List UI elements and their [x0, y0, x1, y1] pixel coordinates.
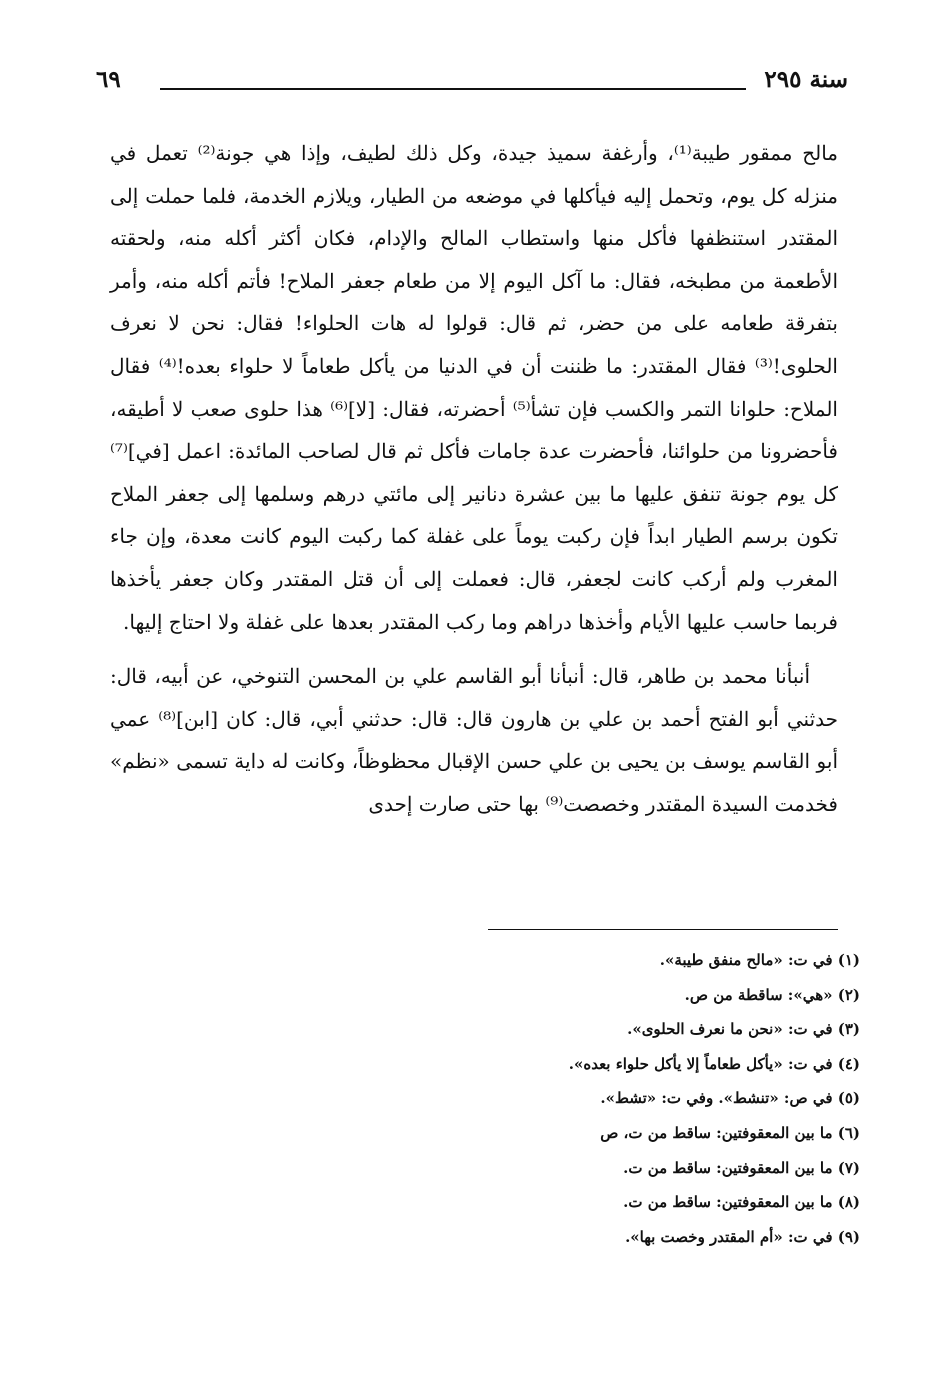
footnote-7: (٧) ما بين المعقوفتين: ساقط من ت. [623, 1158, 860, 1177]
footnote-6: (٦) ما بين المعقوفتين: ساقط من ت، ص [600, 1123, 860, 1142]
page-number: ٦٩ [96, 66, 121, 93]
footnote-4: (٤) في ت: «يأكل طعاماً إلا يأكل حلواء بعده». [568, 1054, 860, 1073]
paragraph-1: مالح ممقور طيبة⁽¹⁾، وأرغفة سميذ جيدة، وكل ذلك لطيف، وإذا هي جونة⁽²⁾ تعمل في منزله كل يوم، وتحمل إليه فيأكلها في موضعه من الطيار، ويلازم الخدمة، فلما حملت إلى المقتدر استنظفها فأكل منها واستطاب المالح والإدام، فكان أكثر أكله منه، ولحقته الأطعمة من مطبخه، فقال: ما آكل اليوم إلا من طعام جعفر الملاح! فأتم أكله منه، وأمر بتفرقة طعامه على من حضر، ثم قال: قولوا له هات الحلواء! فقال: نحن لا نعرف الحلوى!⁽³⁾ فقال المقتدر: ما ظننت أن في الدنيا من يأكل طعاماً لا حلواء بعده!⁽⁴⁾ فقال الملاح: حلوانا التمر والكسب فإن تشأ⁽⁵⁾ أحضرته، فقال: [لا]⁽⁶⁾ هذا حلوى صعب لا أطيقه، فأحضرونا من حلوائنا، فأحضرت عدة جامات فأكل ثم قال لصاحب المائدة: اعمل [في]⁽⁷⁾ كل يوم جونة تنفق عليها ما بين عشرة دنانير إلى مائتي درهم وسلمها إلى جعفر الملاح تكون برسم الطيار ابداً فإن ركبت يوماً على غفلة كما ركبت اليوم كانت معدة، وإن جاء المغرب ولم أركب كانت لجعفر، قال: فعملت إلى أن قتل المقتدر وكان جعفر يأخذها فربما حاسب عليها الأيام وأخذها دراهم وما ركب المقتدر بعدها على غفلة ولا احتاج إليها. [110, 141, 839, 634]
header-rule [160, 88, 746, 90]
footnote-9: (٩) في ت: «أم المقتدر وخصت بها». [625, 1227, 860, 1246]
footnote-1: (١) في ت: «مالح منفق طيبة». [659, 951, 860, 969]
footnote-3: (٣) في ت: «نحن ما نعرف الحلوى». [627, 1020, 860, 1039]
running-header [96, 60, 848, 100]
footnotes [480, 943, 860, 1254]
footnote-8: (٨) ما بين المعقوفتين: ساقط من ت. [623, 1193, 860, 1212]
footnote-rule [488, 929, 838, 930]
footnote-2: (٢) «هي»: ساقطة من ص. [684, 985, 860, 1004]
main-text [110, 132, 838, 826]
footnote-5: (٥) في ص: «تنشط». وفي ت: «تشط». [600, 1089, 860, 1108]
paragraph-2: أنبأنا محمد بن طاهر، قال: أنبأنا أبو القاسم علي بن المحسن التنوخي، عن أبيه، قال: حدثني أبو الفتح أحمد بن علي بن هارون قال: قال: حدثني أبي، قال: كان [ابن]⁽⁸⁾ عمي أبو القاسم يوسف بن يحيى بن علي حسن الإقبال محظوظاً، وكانت له داية تسمى «نظم» فخدمت السيدة المقتدر وخصصت⁽⁹⁾ بها حتى صارت إحدى [110, 664, 838, 816]
header-year: سنة ٢٩٥ [764, 66, 848, 93]
